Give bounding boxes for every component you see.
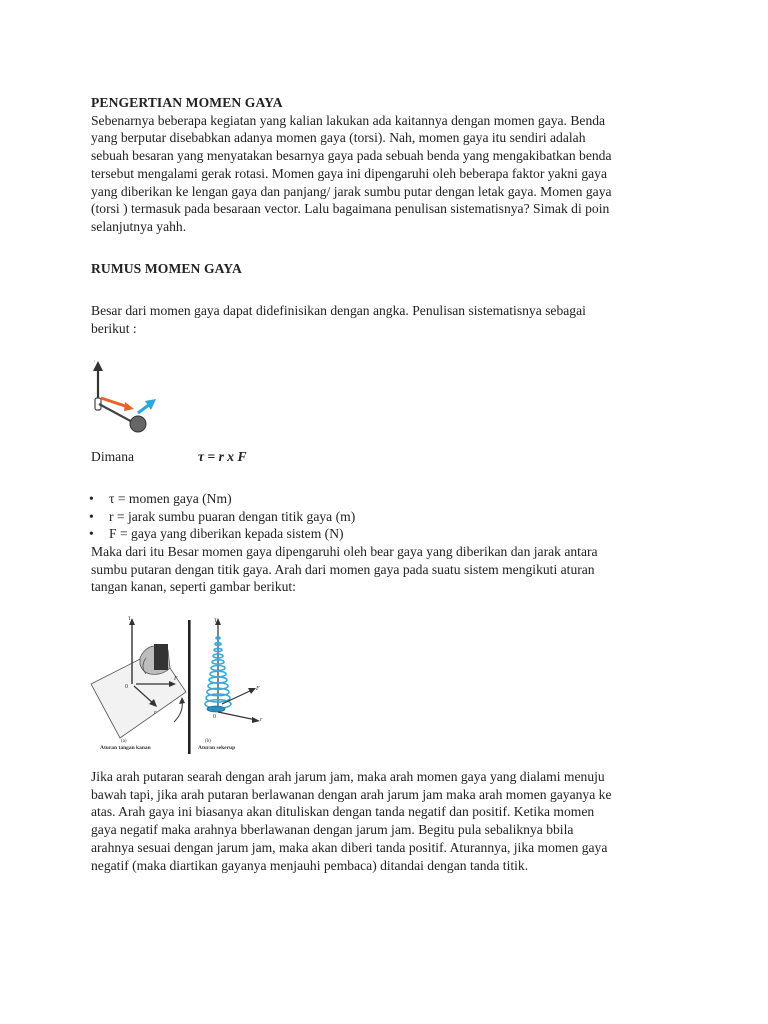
section-rumus-heading bbox=[91, 260, 681, 278]
r-label-a: r bbox=[154, 710, 157, 716]
section-arah-momen bbox=[91, 768, 681, 874]
paragraph-line: bawah tapi, jika arah putaran berlawanan dengan arah jarum jam maka arah momen gayanya ke bbox=[91, 786, 612, 802]
paragraph-line: atas. Arah gaya ini biasanya akan dituliskan dengan tanda negatif dan positif. Ketika momen bbox=[91, 804, 595, 820]
list-item bbox=[91, 525, 355, 543]
paragraph-line: negatif (maka diartikan gayanya menjauhi pembaca) ditandai dengan tanda titik. bbox=[91, 857, 529, 873]
formula-label: Dimana bbox=[91, 449, 135, 464]
section-rumus-intro bbox=[91, 302, 681, 337]
paragraph-line: gaya negatif maka arahnya bberlawanan dengan jarum jam. Begitu pula sebaliknya bbila bbox=[91, 822, 574, 838]
r-arrow-head bbox=[124, 402, 134, 411]
hand-cuff bbox=[154, 644, 168, 670]
list-item bbox=[91, 490, 355, 508]
f-label-b: F bbox=[256, 686, 260, 692]
paragraph-line: Besar dari momen gaya dapat didefinisikan dengan angka. Penulisan sistematisnya sebagai bbox=[91, 303, 586, 318]
heading-rumus-momen-gaya: RUMUS MOMEN GAYA bbox=[91, 261, 242, 276]
r-axis-b bbox=[218, 712, 256, 720]
caption-b-label: (b) bbox=[205, 739, 211, 744]
paragraph-line: (torsi ) termasuk pada besaraan vector. Lalu bagaimana penulisan sistematisnya? Simak di poin bbox=[91, 201, 610, 217]
bullet: • bbox=[89, 508, 94, 524]
paragraph-line: yang diberikan ke lengan gaya dan panjang/ jarak sumbu putar dengan letak gaya. Momen gaya bbox=[91, 183, 612, 199]
r-label-b: r bbox=[260, 717, 263, 723]
figure-divider bbox=[188, 620, 191, 754]
curved-arrow-head bbox=[179, 697, 185, 704]
definition-r: r = jarak sumbu puaran dengan titik gaya (m) bbox=[109, 508, 356, 524]
tau-tiny-label: τ bbox=[94, 359, 96, 363]
paragraph-line: Sebenarnya beberapa kegiatan yang kalian lakukan ada kaitannya dengan momen gaya. Benda bbox=[91, 112, 606, 128]
section-pengertian bbox=[91, 94, 681, 236]
r-arrow-shaft bbox=[101, 398, 128, 407]
paragraph-line: tangan kanan, seperti gambar berikut: bbox=[91, 579, 296, 595]
plane-shape bbox=[91, 650, 186, 738]
tau-label-a: τ bbox=[128, 614, 131, 622]
list-item bbox=[91, 508, 355, 526]
paragraph-line: berikut : bbox=[91, 320, 137, 336]
caption-a-label: (a) bbox=[121, 739, 127, 744]
mass-ball bbox=[130, 416, 146, 432]
paragraph-line: tersebut mengalami gerak rotasi. Momen gaya ini dipengaruhi oleh beberapa faktor yakni gaya bbox=[91, 165, 607, 181]
definition-tau: τ = momen gaya (Nm) bbox=[109, 491, 232, 506]
paragraph-line: sumbu putaran dengan titik gaya. Arah dari momen gaya pada suatu sistem mengikuti aturan bbox=[91, 561, 595, 577]
tau-label-b: τ bbox=[214, 616, 217, 624]
paragraph-line: Maka dari itu Besar momen gaya dipengaruhi oleh bear gaya yang diberikan dan jarak antara bbox=[91, 544, 598, 559]
torque-lever-figure bbox=[88, 358, 168, 438]
heading-pengertian-momen-gaya: PENGERTIAN MOMEN GAYA bbox=[91, 95, 283, 110]
f-label-a: F bbox=[174, 676, 178, 682]
paragraph-line: Jika arah putaran searah dengan arah jarum jam, maka arah momen gaya yang dialami menuju bbox=[91, 769, 605, 784]
paragraph-line: arahnya sesuai dengan jarum jam, maka akan diberi tanda positif. Aturannya, jika momen gaya bbox=[91, 839, 608, 855]
origin-label-b: 0 bbox=[213, 714, 216, 720]
paragraph-line: sebuah besaran yang menyatakan besarnya gaya pada sebuah benda yang mengakibatkan benda bbox=[91, 148, 612, 164]
r-axis-b-head bbox=[252, 717, 260, 723]
definitions-list bbox=[91, 490, 355, 543]
caption-b: Aturan sekerup bbox=[198, 745, 236, 751]
bullet: • bbox=[89, 491, 94, 506]
bullet: • bbox=[89, 526, 94, 542]
origin-label-a: 0 bbox=[125, 684, 128, 690]
torque-formula: τ = r x F bbox=[198, 449, 247, 464]
caption-a: Aturan tangan kanan bbox=[100, 745, 151, 751]
right-hand-rule-figure bbox=[88, 614, 278, 758]
paragraph-line: yang berputar disebabkan adanya momen gaya (torsi). Nah, momen gaya itu sendiri adalah bbox=[91, 130, 586, 146]
paragraph-line: selanjutnya yahh. bbox=[91, 218, 187, 234]
definition-f: F = gaya yang diberikan kepada sistem (N) bbox=[109, 526, 344, 542]
f-axis-b bbox=[222, 690, 252, 704]
section-rumus-after bbox=[91, 543, 681, 596]
